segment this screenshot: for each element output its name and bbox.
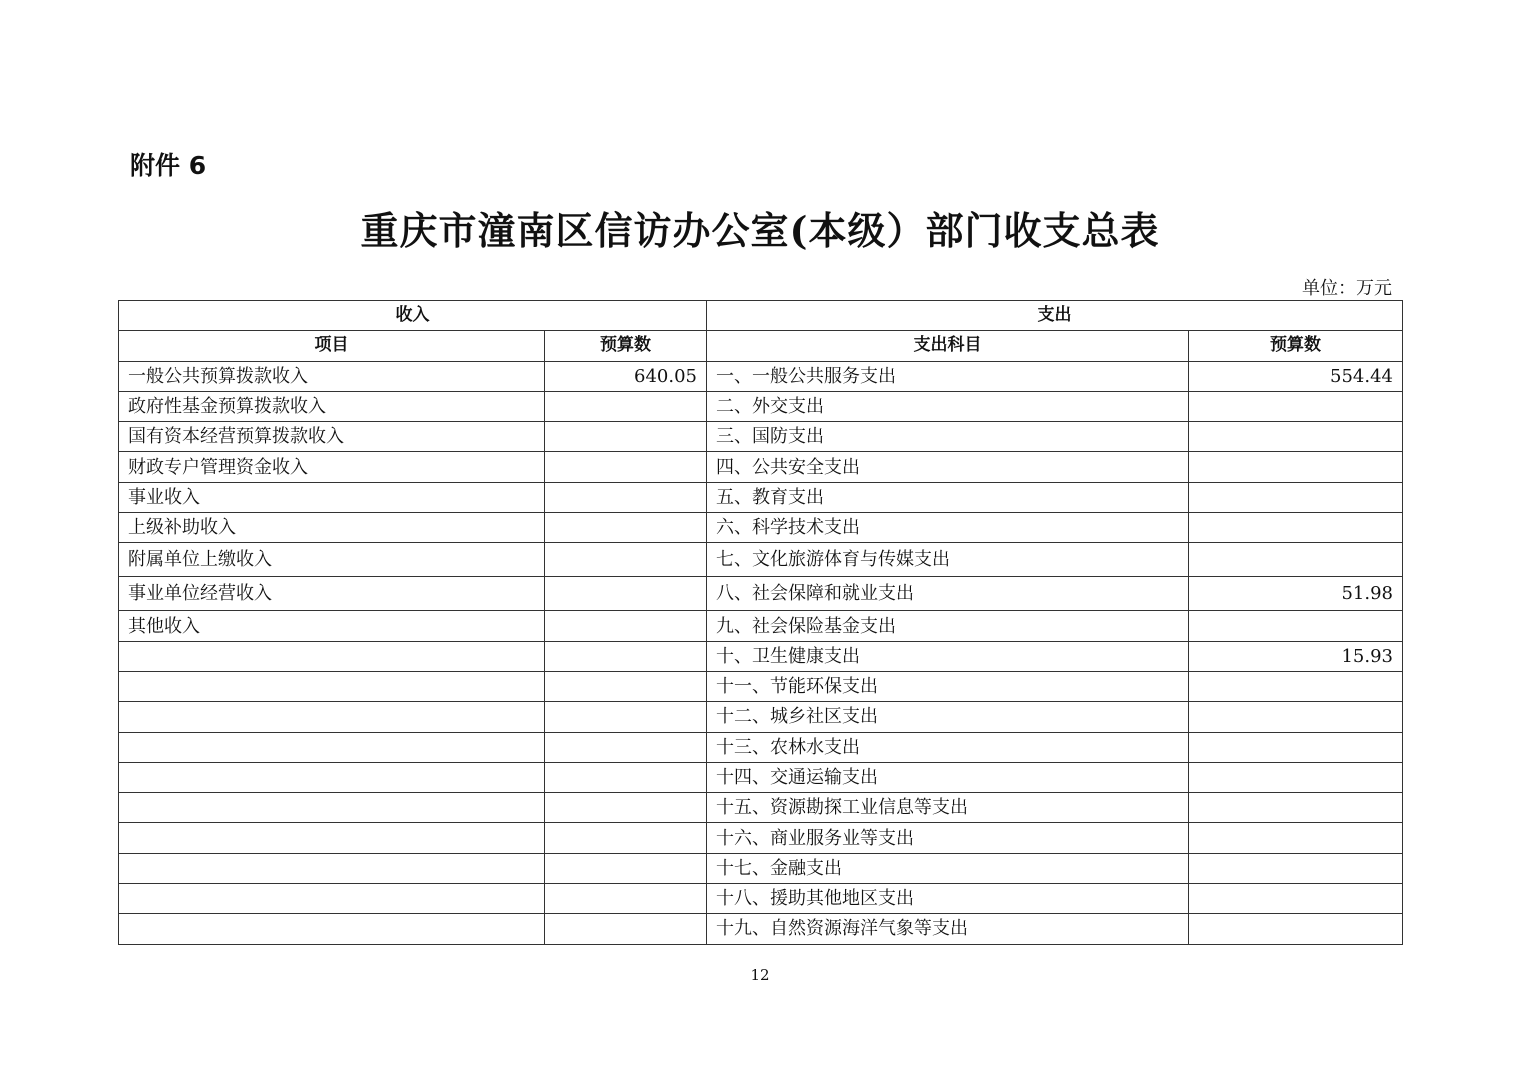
expense-budget-cell bbox=[1189, 762, 1403, 792]
table-row bbox=[119, 391, 1403, 421]
page-number: 12 bbox=[750, 966, 770, 984]
table-row bbox=[119, 543, 1403, 577]
income-budget-cell bbox=[545, 577, 707, 611]
expense-item-cell: 十二、城乡社区支出 bbox=[707, 702, 1189, 732]
income-item-cell: 一般公共预算拨款收入 bbox=[119, 361, 545, 391]
table-row bbox=[119, 671, 1403, 701]
income-item-cell bbox=[119, 702, 545, 732]
table-row bbox=[119, 513, 1403, 543]
income-budget-cell: 640.05 bbox=[545, 361, 707, 391]
column-header-row bbox=[119, 331, 1403, 361]
expense-budget-cell bbox=[1189, 452, 1403, 482]
expense-item-header: 支出科目 bbox=[707, 331, 1189, 361]
income-item-cell: 事业收入 bbox=[119, 482, 545, 512]
table-row bbox=[119, 853, 1403, 883]
income-budget-cell bbox=[545, 391, 707, 421]
expense-budget-header: 预算数 bbox=[1189, 331, 1403, 361]
income-item-cell bbox=[119, 671, 545, 701]
expense-item-cell: 三、国防支出 bbox=[707, 422, 1189, 452]
income-budget-cell bbox=[545, 422, 707, 452]
income-item-cell: 财政专户管理资金收入 bbox=[119, 452, 545, 482]
income-item-cell: 事业单位经营收入 bbox=[119, 577, 545, 611]
table-row bbox=[119, 732, 1403, 762]
income-item-cell: 政府性基金预算拨款收入 bbox=[119, 391, 545, 421]
expense-item-cell: 十六、商业服务业等支出 bbox=[707, 823, 1189, 853]
expense-budget-cell bbox=[1189, 823, 1403, 853]
income-item-cell: 附属单位上缴收入 bbox=[119, 543, 545, 577]
table-row bbox=[119, 702, 1403, 732]
income-budget-cell bbox=[545, 853, 707, 883]
expense-budget-cell bbox=[1189, 793, 1403, 823]
expense-item-cell: 十七、金融支出 bbox=[707, 853, 1189, 883]
expense-budget-cell: 51.98 bbox=[1189, 577, 1403, 611]
table-row bbox=[119, 914, 1403, 944]
income-budget-cell bbox=[545, 914, 707, 944]
expense-item-cell: 十五、资源勘探工业信息等支出 bbox=[707, 793, 1189, 823]
page-title: 重庆市潼南区信访办公室(本级）部门收支总表 bbox=[360, 208, 1160, 253]
income-budget-cell bbox=[545, 732, 707, 762]
expense-item-cell: 二、外交支出 bbox=[707, 391, 1189, 421]
expense-item-cell: 四、公共安全支出 bbox=[707, 452, 1189, 482]
income-budget-cell bbox=[545, 823, 707, 853]
table-row bbox=[119, 452, 1403, 482]
expense-group-header: 支出 bbox=[707, 301, 1403, 331]
expense-budget-cell bbox=[1189, 732, 1403, 762]
income-budget-cell bbox=[545, 762, 707, 792]
table-row bbox=[119, 762, 1403, 792]
table-row bbox=[119, 611, 1403, 641]
income-item-header: 项目 bbox=[119, 331, 545, 361]
expense-budget-cell bbox=[1189, 611, 1403, 641]
income-item-cell bbox=[119, 823, 545, 853]
income-budget-cell bbox=[545, 611, 707, 641]
attachment-label: 附件 6 bbox=[130, 151, 207, 180]
expense-item-cell: 十、卫生健康支出 bbox=[707, 641, 1189, 671]
expense-budget-cell: 15.93 bbox=[1189, 641, 1403, 671]
income-item-cell bbox=[119, 793, 545, 823]
unit-label: 单位：万元 bbox=[1302, 278, 1392, 299]
table-row bbox=[119, 361, 1403, 391]
income-group-header: 收入 bbox=[119, 301, 707, 331]
income-item-cell bbox=[119, 762, 545, 792]
expense-budget-cell bbox=[1189, 884, 1403, 914]
expense-item-cell: 九、社会保险基金支出 bbox=[707, 611, 1189, 641]
income-budget-cell bbox=[545, 452, 707, 482]
expense-budget-cell bbox=[1189, 702, 1403, 732]
income-item-cell: 其他收入 bbox=[119, 611, 545, 641]
expense-budget-cell bbox=[1189, 391, 1403, 421]
expense-budget-cell bbox=[1189, 853, 1403, 883]
expense-item-cell: 十九、自然资源海洋气象等支出 bbox=[707, 914, 1189, 944]
income-item-cell bbox=[119, 641, 545, 671]
expense-budget-cell bbox=[1189, 671, 1403, 701]
expense-item-cell: 八、社会保障和就业支出 bbox=[707, 577, 1189, 611]
income-item-cell bbox=[119, 914, 545, 944]
income-budget-cell bbox=[545, 641, 707, 671]
expense-budget-cell: 554.44 bbox=[1189, 361, 1403, 391]
expense-budget-cell bbox=[1189, 914, 1403, 944]
expense-item-cell: 十四、交通运输支出 bbox=[707, 762, 1189, 792]
expense-item-cell: 十三、农林水支出 bbox=[707, 732, 1189, 762]
income-budget-cell bbox=[545, 543, 707, 577]
expense-item-cell: 六、科学技术支出 bbox=[707, 513, 1189, 543]
income-budget-header: 预算数 bbox=[545, 331, 707, 361]
table-row bbox=[119, 884, 1403, 914]
income-item-cell: 国有资本经营预算拨款收入 bbox=[119, 422, 545, 452]
expense-item-cell: 十一、节能环保支出 bbox=[707, 671, 1189, 701]
income-budget-cell bbox=[545, 482, 707, 512]
expense-budget-cell bbox=[1189, 482, 1403, 512]
expense-budget-cell bbox=[1189, 422, 1403, 452]
table-body bbox=[119, 361, 1403, 944]
income-item-cell bbox=[119, 884, 545, 914]
expense-budget-cell bbox=[1189, 513, 1403, 543]
table-row bbox=[119, 422, 1403, 452]
table-row bbox=[119, 577, 1403, 611]
income-item-cell: 上级补助收入 bbox=[119, 513, 545, 543]
expense-item-cell: 十八、援助其他地区支出 bbox=[707, 884, 1189, 914]
budget-summary-table bbox=[118, 300, 1403, 945]
table-row bbox=[119, 641, 1403, 671]
expense-item-cell: 一、一般公共服务支出 bbox=[707, 361, 1189, 391]
group-header-row bbox=[119, 301, 1403, 331]
income-budget-cell bbox=[545, 884, 707, 914]
income-budget-cell bbox=[545, 513, 707, 543]
income-budget-cell bbox=[545, 671, 707, 701]
expense-item-cell: 五、教育支出 bbox=[707, 482, 1189, 512]
income-budget-cell bbox=[545, 702, 707, 732]
table-row bbox=[119, 793, 1403, 823]
income-item-cell bbox=[119, 853, 545, 883]
income-budget-cell bbox=[545, 793, 707, 823]
expense-budget-cell bbox=[1189, 543, 1403, 577]
expense-item-cell: 七、文化旅游体育与传媒支出 bbox=[707, 543, 1189, 577]
table-row bbox=[119, 482, 1403, 512]
table-row bbox=[119, 823, 1403, 853]
income-item-cell bbox=[119, 732, 545, 762]
